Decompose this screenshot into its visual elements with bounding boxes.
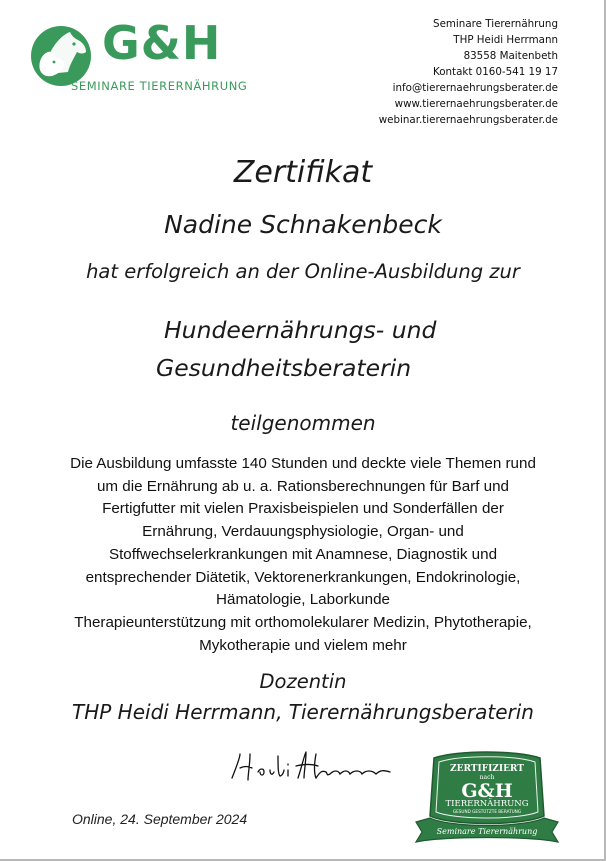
seal-text-4: TIERERNÄHRUNG [445,799,529,809]
contact-webinar: webinar.tierernaehrungsberater.de [378,114,558,126]
logo-subtitle: SEMINARE TIERERNÄHRUNG [71,79,248,93]
issue-date: Online, 24. September 2024 [72,811,248,827]
company-logo [30,16,260,96]
lecturer-name: THP Heidi Herrmann, Tierernährungsberaterin [72,700,534,724]
completion-text: teilgenommen [230,411,376,435]
course-title-line: Hundeernährungs- und [164,316,437,344]
seal-badge-icon [412,748,562,848]
description-line: Hämatologie, Laborkunde [216,591,390,609]
lecturer-label: Dozentin [259,670,347,693]
seal-text-5: GESUND GESTÜTZTE BERATUNG [452,809,522,814]
certification-seal [412,748,562,848]
contact-line: Kontakt 0160-541 19 17 [432,66,558,78]
contact-block [379,16,558,128]
seal-text-2: nach [479,774,495,781]
description-line: entsprechender Diätetik, Vektorenerkrankungen, Endokrinologie, [85,568,521,586]
contact-line: Seminare Tierernährung [433,18,558,30]
course-title [156,311,436,387]
description-line: Die Ausbildung umfasste 140 Stunden und deckte viele Themen rund [70,455,536,472]
description-line: Therapieunterstützung mit orthomolekularer Medizin, Phytotherapie, [74,613,532,631]
logo-wordmark: G&H [102,16,222,70]
seal-ribbon-text: Seminare Tierernährung [436,827,538,836]
description-line: Mykotherapie und vielem mehr [199,636,407,654]
course-title-line: Gesundheitsberaterin [156,354,412,382]
contact-email: info@tierernaehrungsberater.de [392,82,558,94]
course-description [0,453,606,657]
recipient-name: Nadine Schnakenbeck [164,210,442,239]
contact-line: 83558 Maitenbeth [463,50,558,62]
description-line: um die Ernährung ab u. a. Rationsberechnungen für Barf und [96,477,510,495]
contact-line: THP Heidi Herrmann [453,34,558,46]
description-line: Ernährung, Verdauungsphysiologie, Organ- und [142,523,464,541]
intro-text: hat erfolgreich an der Online-Ausbildung zur [86,260,520,283]
contact-website: www.tierernaehrungsberater.de [394,98,558,110]
signature-image [226,748,396,784]
description-line: Fertigfutter mit vielen Praxisbeispielen und Sonderfällen der [102,500,504,518]
seal-text-3: G&H [461,780,513,802]
description-line: Stoffwechselerkrankungen mit Anamnese, Diagnostik und [108,545,498,563]
certificate-title: Zertifikat [233,155,373,190]
seal-text-1: ZERTIFIZIERT [450,764,524,774]
